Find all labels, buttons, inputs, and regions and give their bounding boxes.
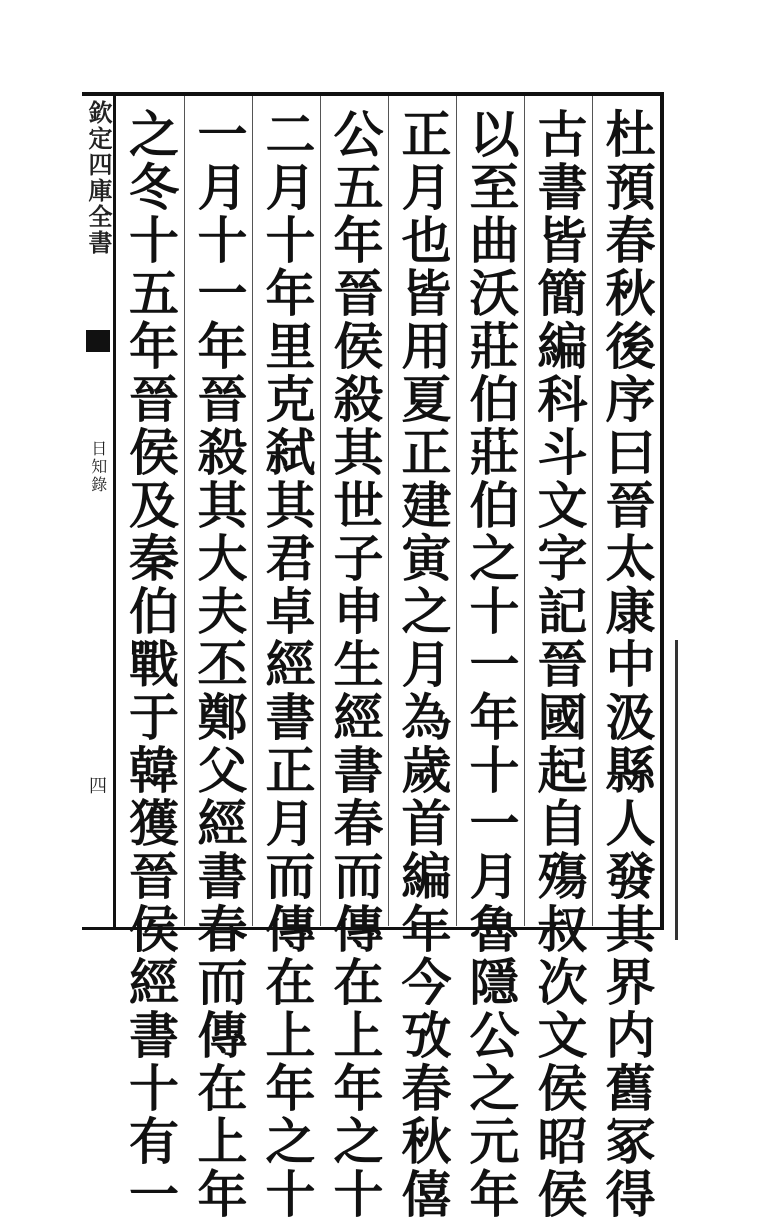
- column-text: 古書皆簡編科斗文字記晉國起自殤叔次文侯昭侯: [529, 108, 589, 1221]
- column-text: 二月十年里克弑其君卓經書正月而傳在上年之十: [257, 108, 317, 1221]
- text-column: [388, 96, 456, 1221]
- column-text: 杜預春秋後序曰晉太康中汲縣人發其界内舊冢得: [597, 108, 657, 1221]
- collection-title-text: 欽定四庫全書: [84, 100, 113, 256]
- collection-title: [84, 100, 112, 340]
- column-text: 之冬十五年晉侯及秦伯戰于韓獲晉侯經書十有一: [121, 108, 180, 1221]
- text-column: [184, 96, 252, 1221]
- text-column: [524, 96, 592, 1221]
- text-column: [320, 96, 388, 1221]
- column-text: 正月也皆用夏正建寅之月為歲首編年今攷春秋僖: [393, 108, 453, 1221]
- book-title-text: 日知錄: [88, 440, 108, 494]
- column-text: 一月十一年晉殺其大夫丕鄭父經書春而傳在上年: [189, 108, 249, 1221]
- text-columns: [116, 96, 660, 1221]
- outer-edge-rule: [675, 640, 678, 940]
- text-column: [252, 96, 320, 1221]
- column-text: 以至曲沃莊伯莊伯之十一年十一月魯隱公之元年: [461, 108, 521, 1221]
- text-column: [116, 96, 184, 1221]
- folio-number: 四: [89, 776, 107, 797]
- column-text: 公五年晉侯殺其世子申生經書春而傳在上年之十: [325, 108, 385, 1221]
- text-column: [592, 96, 660, 1221]
- fish-tail-mark: [86, 330, 110, 352]
- book-title: [86, 440, 110, 530]
- text-column: [456, 96, 524, 1221]
